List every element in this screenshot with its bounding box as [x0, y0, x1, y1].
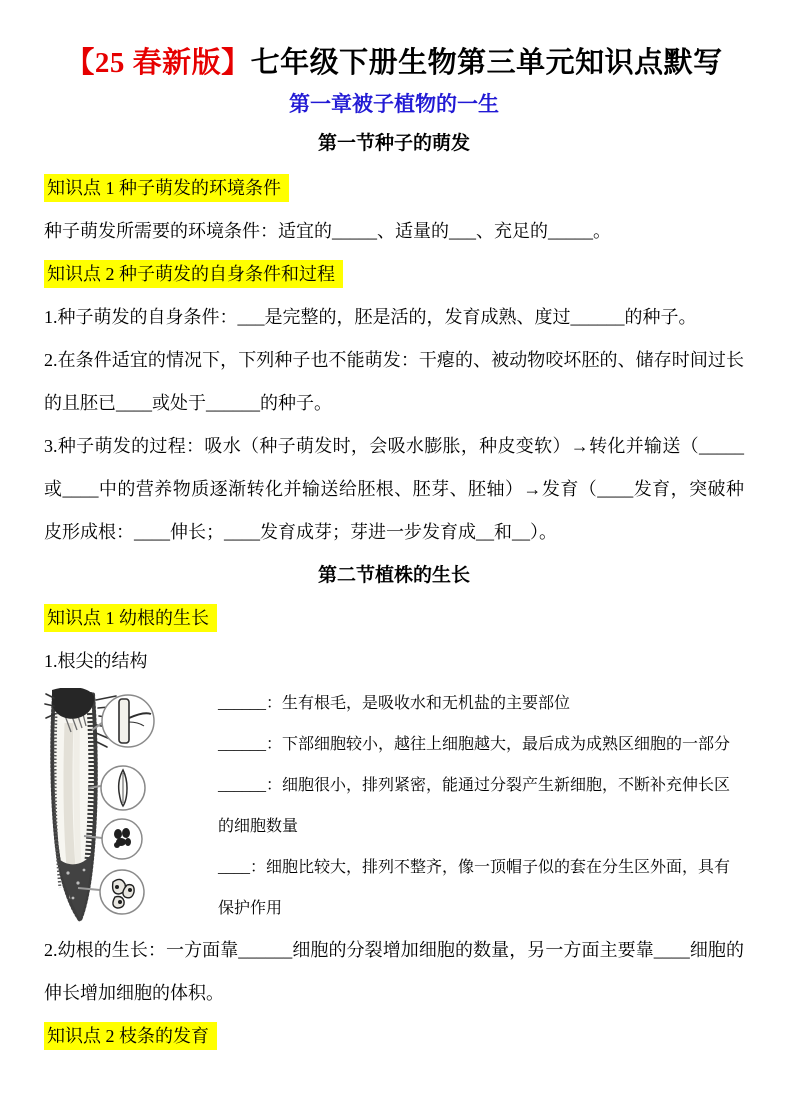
section2-heading: 第二节植株的生长: [317, 565, 470, 586]
section1-heading: 第一节种子的萌发: [317, 133, 470, 154]
highlighted-label: 知识点 1 种子萌发的环境条件: [44, 174, 289, 202]
root-structure-title: 1.根尖的结构: [44, 651, 148, 671]
paragraph-self-conditions: 1.种子萌发的自身条件：___是完整的，胚是活的，发育成熟、度过______的种子。: [44, 307, 697, 327]
highlighted-label: 知识点 2 枝条的发育: [44, 1022, 217, 1050]
zone-label-elongation: ______：下部细胞较小，越往上细胞越大，最后成为成熟区细胞的一部分: [218, 736, 731, 753]
page-title: [44, 42, 744, 84]
zone-label-maturation: ______：生有根毛，是吸收水和无机盐的主要部位: [218, 695, 571, 712]
highlighted-label: 知识点 2 种子萌发的自身条件和过程: [44, 260, 343, 288]
title-prefix: 【25 春新版】: [65, 47, 251, 79]
paragraph-env-conditions: 种子萌发所需要的环境条件：适宜的_____、适量的___、充足的_____。: [44, 221, 611, 241]
paragraph-germination-process: 3.种子萌发的过程：吸水（种子萌发时，会吸水膨胀，种皮变软）→转化并输送（_____或____中的营养物质逐渐转化并输送给胚根、胚芽、胚轴）→发育（____发育，突破种皮形成根：____伸长；____发育成芽；芽进一步发育成__和__）。: [44, 436, 744, 542]
knowledge-point-2-1: [44, 597, 744, 640]
knowledge-point-2-2: [44, 1015, 744, 1058]
root-tip-diagram: [44, 688, 214, 928]
knowledge-point-1-1: [44, 167, 744, 210]
root-zone-labels: [218, 683, 744, 929]
highlighted-label: 知识点 1 幼根的生长: [44, 604, 217, 632]
zone-label-root-cap: ____：细胞比较大，排列不整齐，像一顶帽子似的套在分生区外面，具有保护作用: [218, 859, 731, 917]
root-tip-figure-row: [44, 683, 744, 929]
chapter-heading: 第一章被子植物的一生: [289, 92, 499, 116]
title-main: 七年级下册生物第三单元知识点默写: [250, 47, 723, 79]
zone-label-meristematic: ______：细胞很小，排列紧密，能通过分裂产生新细胞，不断补充伸长区的细胞数量: [218, 777, 731, 835]
knowledge-point-1-2: [44, 253, 744, 296]
paragraph-root-growth: 2.幼根的生长：一方面靠______细胞的分裂增加细胞的数量，另一方面主要靠____细胞的伸长增加细胞的体积。: [44, 940, 744, 1003]
paragraph-cannot-germinate: 2.在条件适宜的情况下，下列种子也不能萌发：干瘪的、被动物咬坏胚的、储存时间过长的且胚已____或处于______的种子。: [44, 350, 744, 413]
